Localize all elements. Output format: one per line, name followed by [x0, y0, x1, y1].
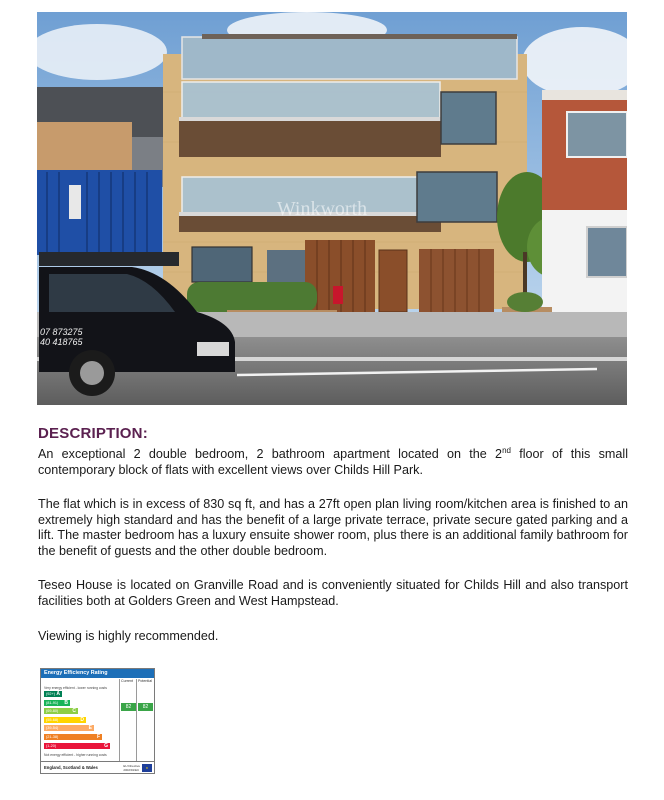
epc-band-b — [44, 700, 70, 706]
epc-band-range: (81-91) — [46, 700, 59, 705]
epc-band-range: (39-54) — [46, 726, 59, 731]
epc-potential-rating: 82 — [138, 703, 153, 711]
epc-band-letter: B — [64, 699, 68, 706]
epc-divider-current — [119, 679, 120, 762]
epc-bottom-note: Not energy efficient - higher running costs — [44, 753, 107, 757]
epc-band-letter: D — [80, 716, 84, 723]
epc-band-letter: E — [88, 725, 92, 732]
description-heading: DESCRIPTION: — [38, 425, 148, 442]
epc-band-letter: F — [96, 734, 100, 740]
van-phone-2: 40 418765 — [40, 337, 83, 347]
epc-top-note: Very energy efficient - lower running costs — [44, 686, 107, 690]
epc-directive-line-2: 2002/91/EC — [123, 768, 140, 772]
epc-band-letter: G — [104, 742, 108, 749]
epc-current-rating: 82 — [121, 703, 136, 711]
epc-band-letter: A — [56, 691, 60, 697]
epc-band-range: (1-20) — [46, 743, 57, 748]
epc-title: Energy Efficiency Rating — [41, 669, 154, 678]
description-paragraph-1 — [38, 447, 628, 478]
epc-band-c — [44, 708, 78, 714]
epc-band-range: (55-68) — [46, 717, 59, 722]
epc-band-a — [44, 691, 62, 697]
description-paragraph-2: The flat which is in excess of 830 sq ft, and has a 27ft open plan living room/kitchen area is finished to an extremely high standard and has the benefit of a large private terrace, private secure gated parking and a lift. The master bedroom has a luxury ensuite shower room, plus there is an additional family bathroom for the benefit of guests and the other double bedroom. — [38, 497, 628, 558]
epc-band-d — [44, 717, 86, 723]
van-phone-1: 07 873275 — [40, 327, 83, 337]
epc-col-current: Current — [121, 679, 133, 683]
p1-sup: nd — [502, 445, 511, 455]
epc-directive — [123, 764, 140, 772]
description-paragraph-3: Teseo House is located on Granville Road and is conveniently situated for Childs Hill and also transport facilities both at Golders Green and West Hampstead. — [38, 578, 628, 608]
epc-band-f — [44, 734, 102, 740]
eu-flag-icon: ★ — [142, 764, 152, 772]
epc-region: England, Scotland & Wales — [44, 765, 98, 770]
watermark-text: Winkworth — [276, 198, 368, 220]
p1-post: floor of this small contemporary block of flats with excellent views over Childs Hill Park. — [38, 447, 629, 477]
epc-col-potential: Potential — [138, 679, 152, 683]
description-paragraph-4: Viewing is highly recommended. — [38, 629, 219, 643]
epc-directive-line-1: EU Directive — [123, 764, 140, 768]
epc-band-letter: C — [72, 708, 76, 715]
energy-efficiency-chart — [40, 668, 155, 774]
property-photo — [37, 12, 627, 405]
epc-band-range: (69-80) — [46, 709, 59, 714]
epc-band-range: (92+) — [46, 692, 55, 696]
epc-band-g — [44, 743, 110, 749]
epc-band-e — [44, 725, 94, 731]
epc-divider-potential — [136, 679, 137, 762]
epc-band-range: (21-38) — [46, 735, 59, 739]
epc-footer — [41, 761, 154, 773]
p1-pre: An exceptional 2 double bedroom, 2 bathroom apartment located on the 2 — [38, 447, 503, 461]
